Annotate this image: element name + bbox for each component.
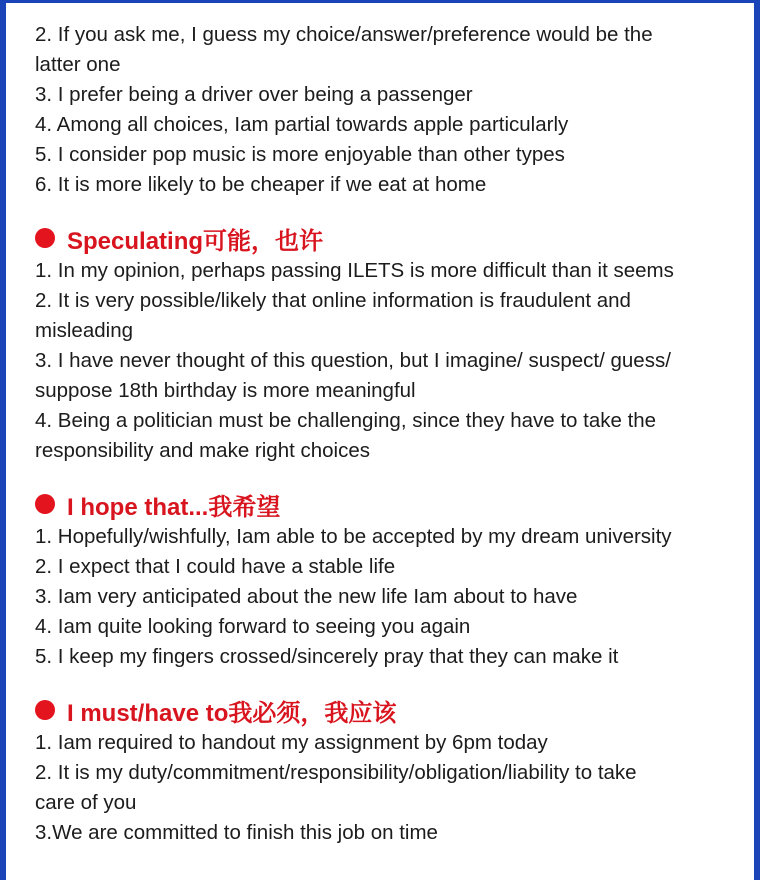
section-heading (35, 488, 735, 520)
list-item: care of you (35, 791, 137, 814)
list-item: 2. If you ask me, I guess my choice/answer/preference would be the (35, 23, 653, 46)
list-item: 1. Hopefully/wishfully, Iam able to be accepted by my dream university (35, 525, 672, 548)
section-heading-text: I hope that...我希望 (67, 493, 281, 521)
section-heading (35, 694, 735, 726)
list-item: 4. Being a politician must be challenging, since they have to take the (35, 409, 657, 432)
list-item: 4. Iam quite looking forward to seeing you again (35, 615, 471, 638)
list-item: 1. In my opinion, perhaps passing ILETS is more difficult than it seems (35, 259, 674, 282)
red-dot-bullet-icon (35, 700, 55, 720)
list-item: 2. It is very possible/likely that online information is fraudulent and (35, 289, 631, 312)
section-heading-text: Speculating可能，也许 (67, 227, 324, 255)
list-item: 2. It is my duty/commitment/responsibility/obligation/liability to take (35, 761, 637, 784)
section-heading-text: I must/have to我必须，我应该 (67, 699, 397, 727)
list-item: 4. Among all choices, Iam partial towards apple particularly (35, 113, 569, 136)
list-item: 3. I prefer being a driver over being a passenger (35, 83, 473, 106)
list-item: latter one (35, 53, 121, 76)
list-item: 2. I expect that I could have a stable life (35, 555, 396, 578)
section-hope (35, 488, 735, 672)
list-item: 3. I have never thought of this question, but I imagine/ suspect/ guess/ (35, 349, 671, 372)
document-content (35, 20, 735, 848)
section-speculating (35, 222, 735, 466)
section-preference-continued (35, 20, 735, 200)
list-item: responsibility and make right choices (35, 439, 370, 462)
list-item: 6. It is more likely to be cheaper if we eat at home (35, 173, 487, 196)
list-item: misleading (35, 319, 133, 342)
list-item: suppose 18th birthday is more meaningful (35, 379, 416, 402)
red-dot-bullet-icon (35, 228, 55, 248)
list-item: 3.We are committed to finish this job on time (35, 821, 438, 844)
list-item: 1. Iam required to handout my assignment by 6pm today (35, 731, 548, 754)
red-dot-bullet-icon (35, 494, 55, 514)
section-must (35, 694, 735, 848)
list-item: 3. Iam very anticipated about the new life Iam about to have (35, 585, 578, 608)
section-heading (35, 222, 735, 254)
list-item: 5. I keep my fingers crossed/sincerely pray that they can make it (35, 645, 619, 668)
list-item: 5. I consider pop music is more enjoyable than other types (35, 143, 565, 166)
